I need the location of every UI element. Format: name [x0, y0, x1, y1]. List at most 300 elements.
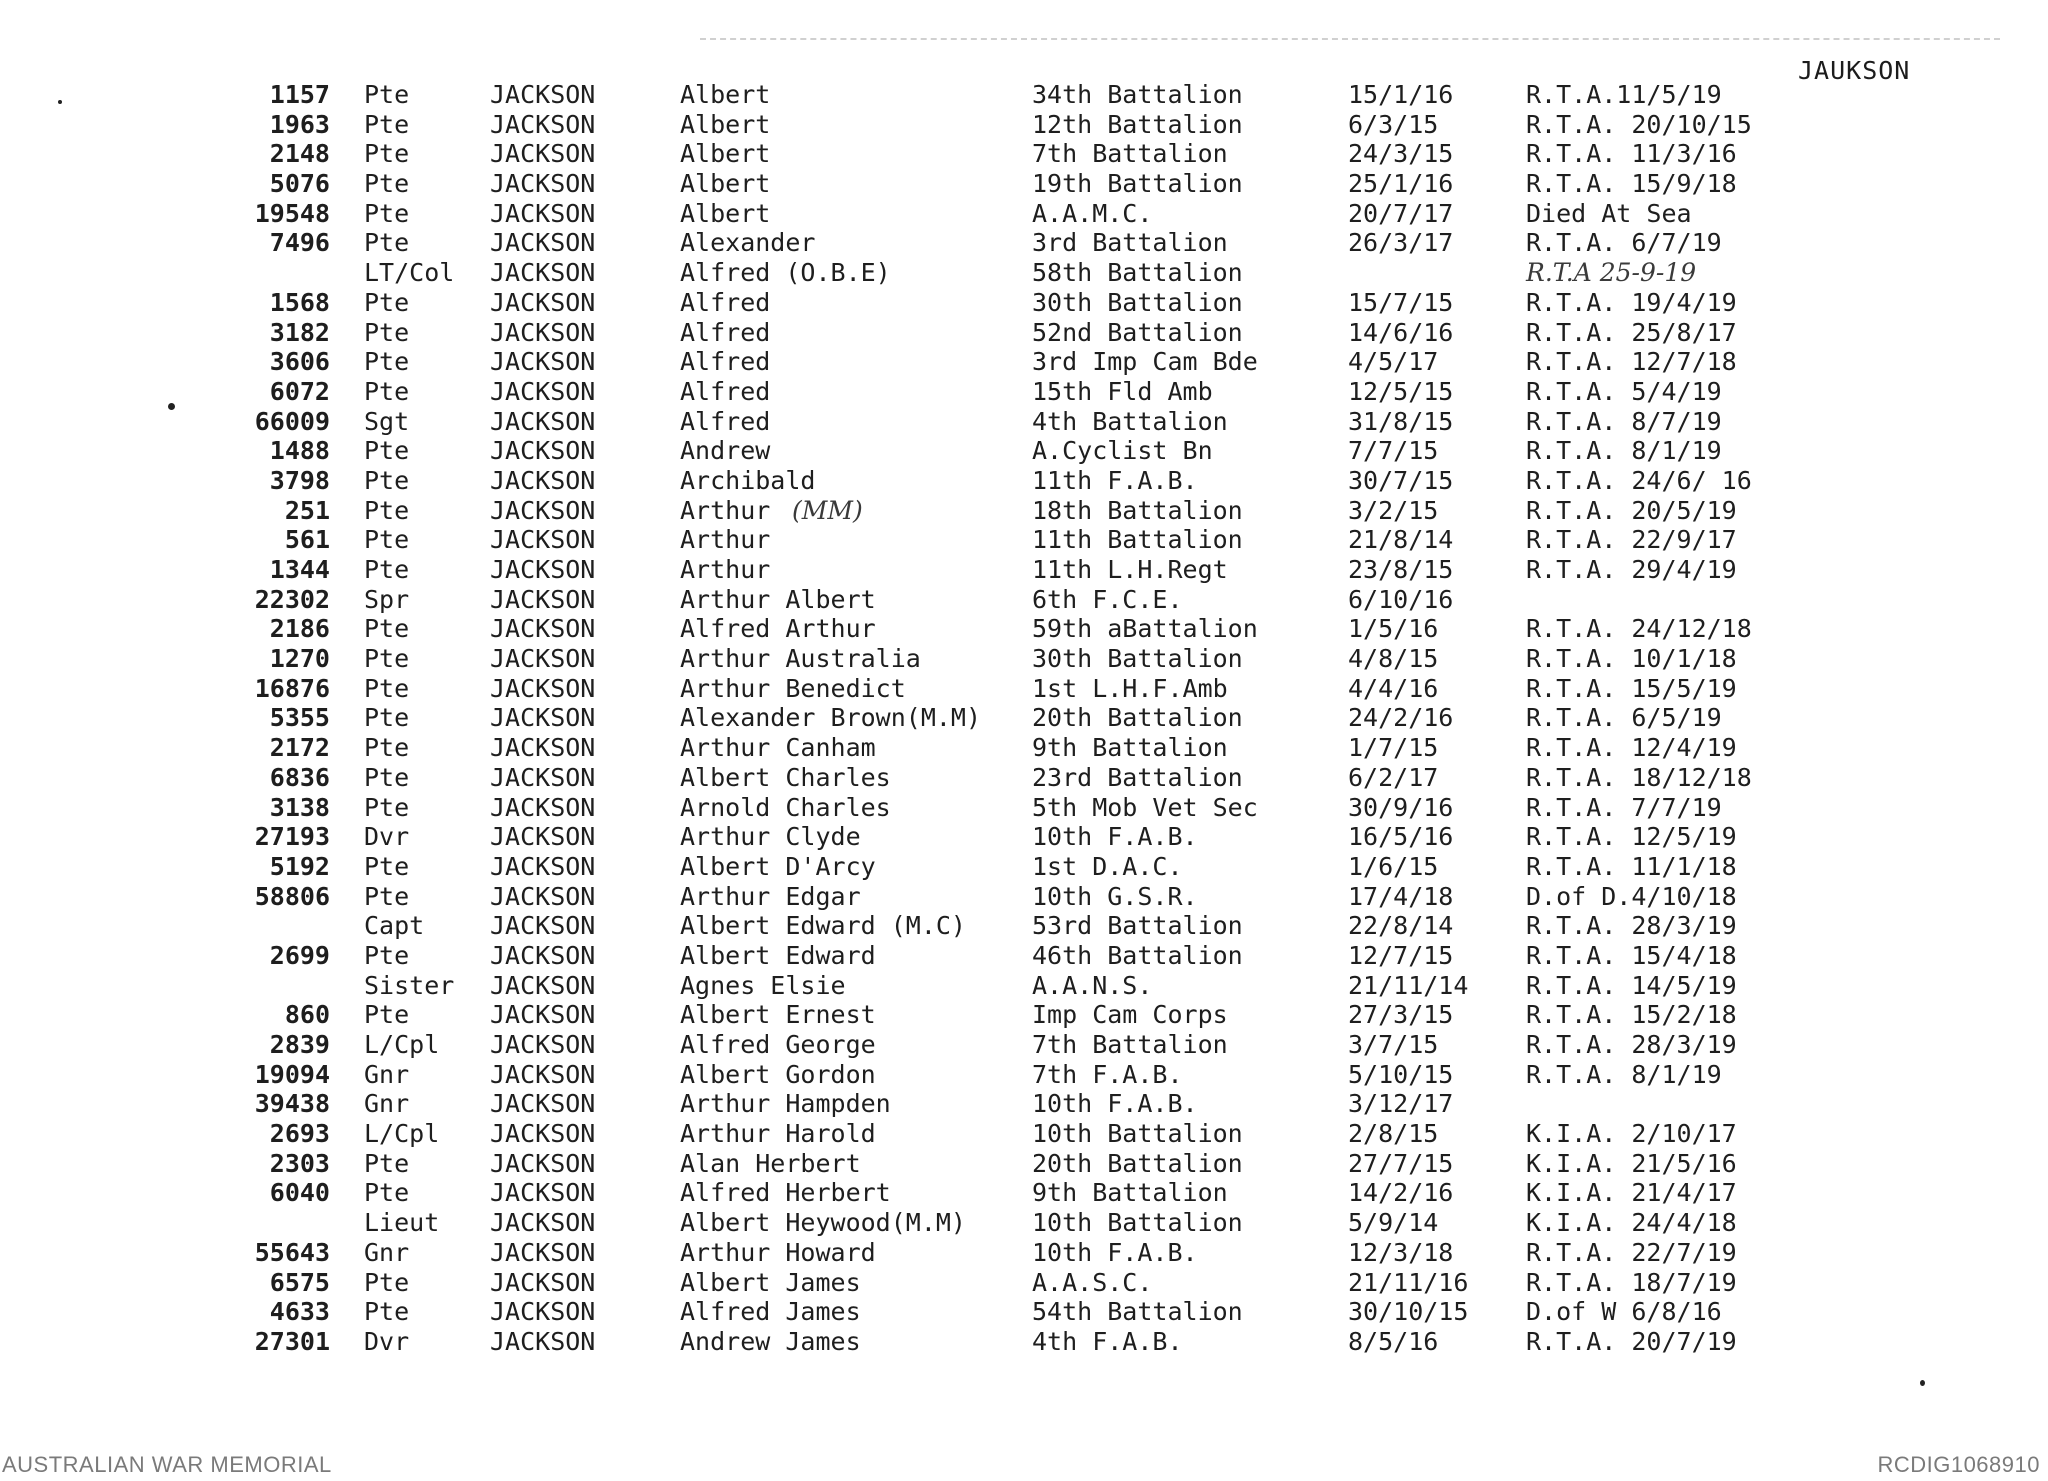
cell-date: 12/5/15 [1348, 376, 1454, 406]
cell-surname: JACKSON [490, 139, 596, 169]
cell-surname: JACKSON [490, 1119, 596, 1149]
table-row [230, 555, 1830, 585]
cell-given: Andrew [680, 436, 771, 466]
cell-unit: Imp Cam Corps [1032, 1000, 1228, 1030]
cell-rank: Pte [364, 109, 410, 139]
cell-date: 25/1/16 [1348, 169, 1454, 199]
cell-date: 30/10/15 [1348, 1297, 1469, 1327]
cell-number: 2186 [269, 614, 330, 644]
cell-rank: Pte [364, 1148, 410, 1178]
cell-rank: Pte [364, 228, 410, 258]
cell-rank: Pte [364, 733, 410, 763]
table-row [230, 763, 1830, 793]
cell-rank: Pte [364, 1297, 410, 1327]
table-row [230, 228, 1830, 258]
cell-given: Archibald [680, 465, 816, 495]
cell-date: 21/11/14 [1348, 970, 1469, 1000]
cell-rank: Pte [364, 644, 410, 674]
cell-surname: JACKSON [490, 525, 596, 555]
table-row [230, 1297, 1830, 1327]
cell-fate: K.I.A. 21/5/16 [1526, 1148, 1737, 1178]
table-row [230, 377, 1830, 407]
cell-given: Arnold Charles [680, 792, 891, 822]
cell-surname: JACKSON [490, 1148, 596, 1178]
cell-fate: R.T.A. 12/5/19 [1526, 822, 1737, 852]
cell-rank: Pte [364, 495, 410, 525]
cell-unit: A.A.S.C. [1032, 1267, 1153, 1297]
cell-rank: L/Cpl [364, 1030, 440, 1059]
cell-date: 6/3/15 [1348, 109, 1439, 139]
table-row [230, 1119, 1830, 1149]
nominal-roll-table [230, 80, 1830, 1357]
cell-given: Arthur Harold [680, 1119, 876, 1149]
cell-rank: Gnr [364, 1237, 410, 1267]
cell-number: 561 [284, 525, 330, 555]
cell-unit: 52nd Battalion [1032, 317, 1243, 347]
cell-date: 14/6/16 [1348, 317, 1454, 347]
cell-fate: R.T.A. 19/4/19 [1526, 287, 1737, 317]
cell-given: Albert Edward (M.C) [680, 911, 966, 941]
cell-rank: Dvr [364, 1326, 410, 1356]
cell-surname: JACKSON [490, 1326, 596, 1356]
table-row [230, 496, 1830, 526]
cell-rank: Pte [364, 317, 410, 347]
cell-date: 3/7/15 [1348, 1030, 1439, 1059]
cell-rank: Pte [364, 376, 410, 406]
cell-rank: Pte [364, 1178, 410, 1208]
table-row [230, 466, 1830, 496]
cell-unit: 53rd Battalion [1032, 911, 1243, 941]
cell-given: Agnes Elsie [680, 970, 846, 1000]
cell-fate: R.T.A. 20/7/19 [1526, 1326, 1737, 1356]
cell-number: 2148 [269, 139, 330, 169]
cell-date: 5/10/15 [1348, 1059, 1454, 1089]
cell-date: 7/7/15 [1348, 436, 1439, 466]
cell-date: 6/10/16 [1348, 584, 1454, 614]
cell-given: Arthur Edgar [680, 881, 861, 911]
cell-given: Arthur [680, 495, 771, 525]
cell-surname: JACKSON [490, 940, 596, 970]
cell-rank: Pte [364, 198, 410, 228]
cell-given: Albert [680, 198, 771, 228]
cell-fate: R.T.A. 11/3/16 [1526, 139, 1737, 169]
cell-surname: JACKSON [490, 465, 596, 495]
cell-unit: 4th F.A.B. [1032, 1326, 1183, 1356]
cell-date: 21/8/14 [1348, 525, 1454, 555]
table-row [230, 258, 1830, 288]
cell-rank: Pte [364, 287, 410, 317]
cell-surname: JACKSON [490, 80, 596, 109]
cell-fate: R.T.A. 12/7/18 [1526, 347, 1737, 377]
cell-unit: 12th Battalion [1032, 109, 1243, 139]
cell-given: Albert [680, 139, 771, 169]
cell-date: 4/8/15 [1348, 644, 1439, 674]
table-row [230, 852, 1830, 882]
cell-fate: R.T.A. 29/4/19 [1526, 555, 1737, 584]
cell-unit: A.A.M.C. [1032, 198, 1153, 228]
cell-given: Albert [680, 169, 771, 199]
cell-surname: JACKSON [490, 1208, 596, 1238]
cell-given: Alfred Arthur [680, 614, 876, 644]
ink-speck [1920, 1380, 1925, 1386]
cell-fate: K.I.A. 24/4/18 [1526, 1208, 1737, 1238]
cell-unit: A.A.N.S. [1032, 970, 1153, 1000]
cell-surname: JACKSON [490, 1267, 596, 1297]
cell-number: 4633 [269, 1297, 330, 1327]
table-row [230, 347, 1830, 377]
cell-surname: JACKSON [490, 1089, 596, 1119]
cell-fate: D.of W 6/8/16 [1526, 1297, 1722, 1327]
cell-given-annotation: (MM) [792, 495, 863, 525]
cell-fate: R.T.A. 22/7/19 [1526, 1237, 1737, 1267]
cell-unit: 1st D.A.C. [1032, 851, 1183, 881]
cell-fate: R.T.A. 6/5/19 [1526, 703, 1722, 733]
cell-number: 27301 [254, 1326, 330, 1356]
cell-surname: JACKSON [490, 584, 596, 614]
cell-date: 23/8/15 [1348, 555, 1454, 584]
cell-number: 860 [284, 1000, 330, 1030]
cell-fate: R.T.A. 8/1/19 [1526, 1059, 1722, 1089]
cell-surname: JACKSON [490, 1059, 596, 1089]
cell-given: Arthur Clyde [680, 822, 861, 852]
cell-number: 6040 [269, 1178, 330, 1208]
cell-rank: Pte [364, 169, 410, 199]
cell-given: Albert Heywood(M.M) [680, 1208, 966, 1238]
cell-unit: 10th F.A.B. [1032, 1089, 1198, 1119]
cell-number: 1963 [269, 109, 330, 139]
cell-date: 15/7/15 [1348, 287, 1454, 317]
cell-rank: Pte [364, 80, 410, 109]
cell-unit: 58th Battalion [1032, 258, 1243, 288]
cell-unit: 3rd Battalion [1032, 228, 1228, 258]
cell-rank: Pte [364, 436, 410, 466]
cell-number: 3798 [269, 465, 330, 495]
cell-unit: 10th F.A.B. [1032, 1237, 1198, 1267]
cell-date: 4/5/17 [1348, 347, 1439, 377]
cell-given: Alfred Herbert [680, 1178, 891, 1208]
ink-speck [58, 100, 62, 104]
cell-fate: R.T.A. 25/8/17 [1526, 317, 1737, 347]
cell-rank: Pte [364, 851, 410, 881]
cell-number: 22302 [254, 584, 330, 614]
cell-number: 251 [284, 495, 330, 525]
cell-unit: 11th L.H.Regt [1032, 555, 1228, 584]
cell-given: Albert Ernest [680, 1000, 876, 1030]
cell-unit: 10th F.A.B. [1032, 822, 1198, 852]
cell-given: Alfred George [680, 1030, 876, 1059]
cell-unit: 30th Battalion [1032, 644, 1243, 674]
cell-number: 19094 [254, 1059, 330, 1089]
cell-surname: JACKSON [490, 851, 596, 881]
cell-given: Arthur Hampden [680, 1089, 891, 1119]
cell-fate: K.I.A. 21/4/17 [1526, 1178, 1737, 1208]
cell-date: 24/2/16 [1348, 703, 1454, 733]
cell-unit: 10th Battalion [1032, 1119, 1243, 1149]
cell-given: Alexander [680, 228, 816, 258]
cell-rank: Pte [364, 1267, 410, 1297]
table-row [230, 1089, 1830, 1119]
cell-number: 5192 [269, 851, 330, 881]
cell-unit: 5th Mob Vet Sec [1032, 792, 1258, 822]
table-row [230, 407, 1830, 437]
table-row [230, 110, 1830, 140]
cell-fate: R.T.A.11/5/19 [1526, 80, 1722, 109]
cell-number: 66009 [254, 406, 330, 436]
cell-given: Arthur [680, 525, 771, 555]
cell-surname: JACKSON [490, 673, 596, 703]
cell-rank: Pte [364, 703, 410, 733]
cell-number: 2693 [269, 1119, 330, 1149]
cell-surname: JACKSON [490, 614, 596, 644]
cell-fate: R.T.A. 7/7/19 [1526, 792, 1722, 822]
cell-given: Alfred (O.B.E) [680, 258, 891, 288]
cell-fate: R.T.A. 15/4/18 [1526, 940, 1737, 970]
cell-unit: 30th Battalion [1032, 287, 1243, 317]
cell-date: 22/8/14 [1348, 911, 1454, 941]
cell-unit: 9th Battalion [1032, 733, 1228, 763]
cell-date: 30/9/16 [1348, 792, 1454, 822]
cell-date: 1/6/15 [1348, 851, 1439, 881]
table-row [230, 822, 1830, 852]
cell-unit: 19th Battalion [1032, 169, 1243, 199]
cell-given: Alan Herbert [680, 1148, 861, 1178]
table-row [230, 733, 1830, 763]
cell-fate: R.T.A. 18/12/18 [1526, 762, 1752, 792]
table-row [230, 703, 1830, 733]
cell-number: 27193 [254, 822, 330, 852]
table-row [230, 1238, 1830, 1268]
cell-rank: Pte [364, 673, 410, 703]
cell-number: 55643 [254, 1237, 330, 1267]
cell-date: 6/2/17 [1348, 762, 1439, 792]
table-row [230, 1149, 1830, 1179]
cell-number: 19548 [254, 198, 330, 228]
cell-date: 1/7/15 [1348, 733, 1439, 763]
table-row [230, 1268, 1830, 1298]
cell-rank: Pte [364, 881, 410, 911]
cell-unit: 20th Battalion [1032, 703, 1243, 733]
cell-unit: 7th Battalion [1032, 139, 1228, 169]
cell-number: 6575 [269, 1267, 330, 1297]
cell-rank: Capt [364, 911, 425, 941]
cell-fate: R.T.A. 24/6/ 16 [1526, 465, 1752, 495]
table-row [230, 882, 1830, 912]
cell-given: Albert [680, 80, 771, 109]
cell-date: 20/7/17 [1348, 198, 1454, 228]
table-row [230, 911, 1830, 941]
table-row [230, 199, 1830, 229]
cell-rank: L/Cpl [364, 1119, 440, 1149]
cell-rank: Dvr [364, 822, 410, 852]
cell-given: Andrew James [680, 1326, 861, 1356]
cell-rank: Gnr [364, 1059, 410, 1089]
table-row [230, 793, 1830, 823]
cell-surname: JACKSON [490, 436, 596, 466]
cell-surname: JACKSON [490, 228, 596, 258]
cell-given: Arthur [680, 555, 771, 584]
cell-fate: R.T.A. 12/4/19 [1526, 733, 1737, 763]
cell-rank: LT/Col [364, 258, 455, 288]
cell-rank: Pte [364, 347, 410, 377]
cell-given: Arthur Howard [680, 1237, 876, 1267]
cell-date: 30/7/15 [1348, 465, 1454, 495]
cell-fate: R.T.A. 10/1/18 [1526, 644, 1737, 674]
cell-unit: 46th Battalion [1032, 940, 1243, 970]
cell-unit: 1st L.H.F.Amb [1032, 673, 1228, 703]
table-row [230, 169, 1830, 199]
cell-unit: 10th G.S.R. [1032, 881, 1198, 911]
cell-given: Alfred [680, 347, 771, 377]
cell-number: 2839 [269, 1030, 330, 1059]
cell-unit: 9th Battalion [1032, 1178, 1228, 1208]
cell-given: Albert Edward [680, 940, 876, 970]
cell-unit: 4th Battalion [1032, 406, 1228, 436]
cell-surname: JACKSON [490, 1297, 596, 1327]
cell-surname: JACKSON [490, 1237, 596, 1267]
cell-date: 24/3/15 [1348, 139, 1454, 169]
cell-number: 1568 [269, 287, 330, 317]
cell-unit: 15th Fld Amb [1032, 376, 1213, 406]
cell-unit: 20th Battalion [1032, 1148, 1243, 1178]
cell-date: 17/4/18 [1348, 881, 1454, 911]
cell-rank: Pte [364, 614, 410, 644]
cell-fate: R.T.A. 15/9/18 [1526, 169, 1737, 199]
cell-unit: 54th Battalion [1032, 1297, 1243, 1327]
cell-date: 3/2/15 [1348, 495, 1439, 525]
cell-date: 27/7/15 [1348, 1148, 1454, 1178]
cell-rank: Sgt [364, 406, 410, 436]
cell-number: 2303 [269, 1148, 330, 1178]
cell-fate: R.T.A. 28/3/19 [1526, 911, 1737, 941]
table-row [230, 585, 1830, 615]
cell-unit: A.Cyclist Bn [1032, 436, 1213, 466]
cell-surname: JACKSON [490, 317, 596, 347]
cell-surname: JACKSON [490, 495, 596, 525]
cell-number: 1270 [269, 644, 330, 674]
cell-surname: JACKSON [490, 703, 596, 733]
cell-rank: Pte [364, 1000, 410, 1030]
table-row [230, 941, 1830, 971]
cell-surname: JACKSON [490, 376, 596, 406]
cell-surname: JACKSON [490, 198, 596, 228]
cell-unit: 11th F.A.B. [1032, 465, 1198, 495]
cell-date: 27/3/15 [1348, 1000, 1454, 1030]
cell-date: 5/9/14 [1348, 1208, 1439, 1238]
cell-date: 8/5/16 [1348, 1326, 1439, 1356]
table-row [230, 318, 1830, 348]
cell-rank: Pte [364, 555, 410, 584]
cell-rank: Pte [364, 940, 410, 970]
cell-fate: R.T.A. 5/4/19 [1526, 376, 1722, 406]
cell-number: 7496 [269, 228, 330, 258]
cell-date: 4/4/16 [1348, 673, 1439, 703]
cell-given: Arthur Australia [680, 644, 921, 674]
cell-surname: JACKSON [490, 555, 596, 584]
cell-fate: R.T.A. 8/7/19 [1526, 406, 1722, 436]
cell-fate: R.T.A. 20/5/19 [1526, 495, 1737, 525]
table-row [230, 525, 1830, 555]
cell-fate: Died At Sea [1526, 198, 1692, 228]
cell-date: 12/7/15 [1348, 940, 1454, 970]
cell-surname: JACKSON [490, 733, 596, 763]
cell-number: 3138 [269, 792, 330, 822]
cell-rank: Spr [364, 584, 410, 614]
cell-fate: R.T.A. 15/2/18 [1526, 1000, 1737, 1030]
cell-given: Arthur Canham [680, 733, 876, 763]
cell-number: 1157 [269, 80, 330, 109]
table-row [230, 614, 1830, 644]
cell-date: 31/8/15 [1348, 406, 1454, 436]
table-row [230, 1000, 1830, 1030]
table-row [230, 139, 1830, 169]
cell-date: 16/5/16 [1348, 822, 1454, 852]
cell-fate: R.T.A. 11/1/18 [1526, 851, 1737, 881]
cell-given: Arthur Albert [680, 584, 876, 614]
cell-date: 3/12/17 [1348, 1089, 1454, 1119]
cell-surname: JACKSON [490, 287, 596, 317]
cell-date: 2/8/15 [1348, 1119, 1439, 1149]
ink-speck [168, 403, 175, 410]
cell-given: Albert [680, 109, 771, 139]
cell-unit: 3rd Imp Cam Bde [1032, 347, 1258, 377]
cell-given: Alfred [680, 317, 771, 347]
cell-date: 21/11/16 [1348, 1267, 1469, 1297]
cell-rank: Gnr [364, 1089, 410, 1119]
cell-unit: 7th F.A.B. [1032, 1059, 1183, 1089]
cell-date: 1/5/16 [1348, 614, 1439, 644]
cell-surname: JACKSON [490, 406, 596, 436]
cell-given: Alfred [680, 376, 771, 406]
table-row [230, 1060, 1830, 1090]
cell-fate: K.I.A. 2/10/17 [1526, 1119, 1737, 1149]
cell-unit: 10th Battalion [1032, 1208, 1243, 1238]
cell-given: Alfred [680, 287, 771, 317]
cell-fate: R.T.A. 8/1/19 [1526, 436, 1722, 466]
cell-fate: R.T.A. 24/12/18 [1526, 614, 1752, 644]
cell-surname: JACKSON [490, 792, 596, 822]
table-row [230, 1178, 1830, 1208]
cell-fate: D.of D.4/10/18 [1526, 881, 1737, 911]
cell-surname: JACKSON [490, 881, 596, 911]
top-dashed-rule [700, 38, 2000, 40]
footer-archive-name: AUSTRALIAN WAR MEMORIAL [2, 1452, 332, 1477]
cell-given: Alexander Brown(M.M) [680, 703, 982, 733]
cell-unit: 59th aBattalion [1032, 614, 1258, 644]
page-header-surname: JAUKSON [1798, 56, 1911, 85]
cell-fate: R.T.A. 15/5/19 [1526, 673, 1737, 703]
cell-surname: JACKSON [490, 347, 596, 377]
cell-surname: JACKSON [490, 109, 596, 139]
table-row [230, 1030, 1830, 1060]
cell-surname: JACKSON [490, 1030, 596, 1059]
cell-date: 14/2/16 [1348, 1178, 1454, 1208]
cell-fate: R.T.A 25-9-19 [1526, 258, 1697, 288]
cell-given: Alfred [680, 406, 771, 436]
cell-number: 1344 [269, 555, 330, 584]
cell-unit: 6th F.C.E. [1032, 584, 1183, 614]
table-row [230, 674, 1830, 704]
table-row [230, 971, 1830, 1001]
table-row [230, 644, 1830, 674]
cell-given: Albert D'Arcy [680, 851, 876, 881]
table-row [230, 436, 1830, 466]
cell-rank: Pte [364, 792, 410, 822]
cell-number: 39438 [254, 1089, 330, 1119]
cell-number: 5355 [269, 703, 330, 733]
cell-surname: JACKSON [490, 644, 596, 674]
cell-given: Arthur Benedict [680, 673, 906, 703]
table-row [230, 1208, 1830, 1238]
